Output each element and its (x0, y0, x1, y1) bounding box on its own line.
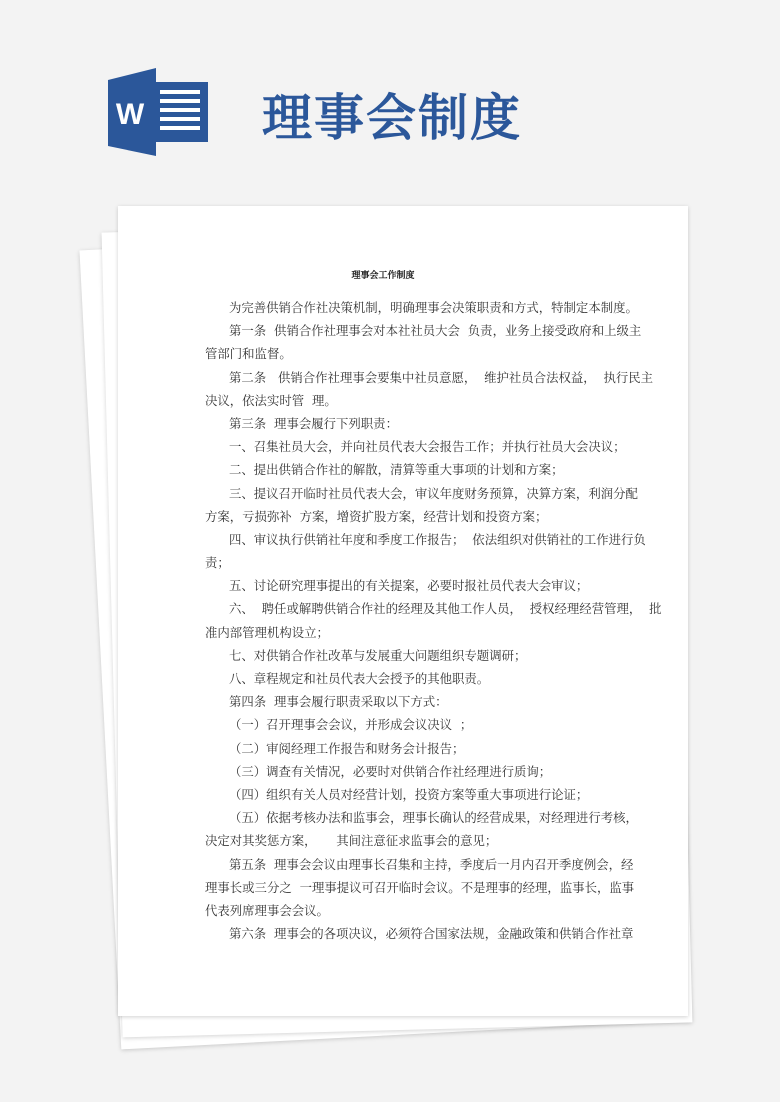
word-icon (108, 68, 208, 156)
svg-text:W: W (115, 98, 145, 131)
document-line: 代表列席理事会会议。 (205, 902, 329, 918)
document-line: （四）组织有关人员对经营计划，投资方案等重大事项进行论证； (229, 786, 589, 802)
document-line: 第四条 理事会履行职责采取以下方式： (229, 694, 448, 710)
document-line: 方案，亏损弥补 方案，增资扩股方案，经营计划和投资方案； (205, 508, 548, 524)
document-line: 理事长或三分之 一理事提议可召开临时会议。不是理事的经理，监事长，监事 (205, 879, 635, 895)
document-line: （一）召开理事会会议，并形成会议决议 ； (229, 717, 473, 733)
document-line: 第五条 理事会会议由理事长召集和主持，季度后一月内召开季度例会，经 (229, 856, 634, 872)
document-line: （五）依据考核办法和监事会，理事长确认的经营成果，对经理进行考核， (229, 810, 638, 826)
document-line: 第三条 理事会履行下列职责： (229, 415, 398, 431)
document-line: 第六条 理事会的各项决议，必须符合国家法规，金融政策和供销合作社章 (229, 926, 634, 942)
document-line: 六、 聘任或解聘供销合作社的经理及其他工作人员， 授权经理经营管理， 批 (229, 601, 662, 617)
document-line: 七、对供销合作社改革与发展重大问题组织专题调研； (229, 647, 527, 663)
document-line: （三）调查有关情况，必要时对供销合作社经理进行质询； (229, 763, 552, 779)
document-line: 准内部管理机构设立； (205, 624, 329, 640)
document-line: 第一条 供销合作社理事会对本社社员大会 负责，业务上接受政府和上级主 (229, 323, 642, 339)
document-line: 二、提出供销合作社的解散，清算等重大事项的计划和方案； (229, 462, 564, 478)
document-line: 三、提议召开临时社员代表大会，审议年度财务预算，决算方案，利润分配 (229, 485, 638, 501)
document-line: 第二条 供销合作社理事会要集中社员意愿， 维护社员合法权益， 执行民主 (229, 369, 654, 385)
document-line: 五、讨论研究理事提出的有关提案，必要时报社员代表大会审议； (229, 578, 589, 594)
document-line: 决议，依法实时管 理。 (205, 392, 337, 408)
document-line: 为完善供销合作社决策机制，明确理事会决策职责和方式，特制定本制度。 (229, 300, 638, 315)
document-title: 理事会制度 (262, 88, 522, 147)
document-line: 决定对其奖惩方案， 其间注意征求监事会的意见； (205, 833, 498, 849)
document-line: 八、章程规定和社员代表大会授予的其他职责。 (229, 671, 490, 686)
document-line: 一、召集社员大会，并向社员代表大会报告工作；并执行社员大会决议； (229, 439, 626, 455)
page-heading: 理事会工作制度 (351, 271, 415, 281)
document-line: 管部门和监督。 (205, 346, 292, 362)
document-body (205, 296, 662, 945)
document-line: （二）审阅经理工作报告和财务会计报告； (229, 740, 465, 756)
document-line: 责； (205, 555, 230, 571)
document-line: 四、审议执行供销社年度和季度工作报告； 依法组织对供销社的工作进行负 (229, 531, 646, 547)
